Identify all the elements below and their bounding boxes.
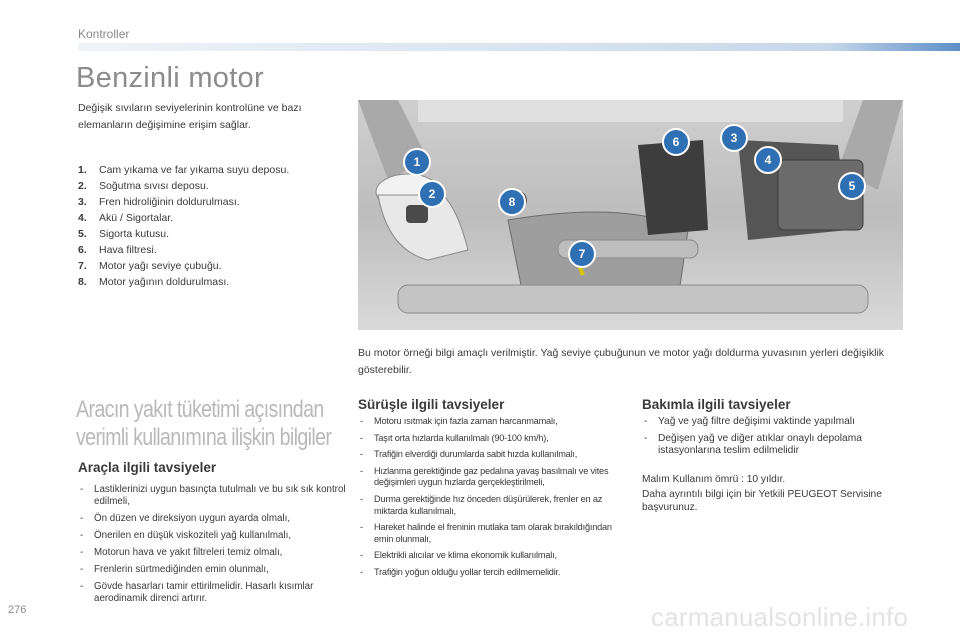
callout-8: 8 bbox=[498, 188, 526, 216]
item-text: Hava filtresi. bbox=[99, 244, 157, 256]
callout-5: 5 bbox=[838, 172, 866, 200]
item-number: 7. bbox=[78, 260, 87, 272]
item-number: 3. bbox=[78, 196, 87, 208]
list-item: - Trafiğin elverdiği durumlarda sabit hızda kullanılmalı, bbox=[358, 449, 628, 461]
item-text: Akü / Sigortalar. bbox=[99, 212, 174, 224]
item-number: 6. bbox=[78, 244, 87, 256]
list-item: - Hızlanma gerektiğinde gaz pedalına yavaş basılmalı ve vites değişimleri uygun hızlarda gerçekleştirilmeli, bbox=[358, 466, 628, 489]
item-text: Sigorta kutusu. bbox=[99, 228, 170, 240]
callout-3: 3 bbox=[720, 124, 748, 152]
heading-line: verimli kullanımına ilişkin bilgiler bbox=[76, 424, 332, 451]
driving-tips-heading: Sürüşle ilgili tavsiyeler bbox=[358, 397, 505, 412]
list-item: - Önerilen en düşük viskoziteli yağ kullanılmalı, bbox=[78, 530, 353, 542]
watermark: carmanualsonline.info bbox=[651, 602, 909, 632]
item-number: 2. bbox=[78, 180, 87, 192]
list-item bbox=[78, 178, 348, 194]
section-label: Kontroller bbox=[78, 27, 130, 41]
list-item bbox=[78, 274, 348, 290]
list-item bbox=[78, 226, 348, 242]
list-item bbox=[78, 258, 348, 274]
list-item bbox=[78, 210, 348, 226]
callout-6: 6 bbox=[662, 128, 690, 156]
service-contact-text: Daha ayrıntılı bilgi için bir Yetkili PEUGEOT Servisine başvurunuz. bbox=[642, 489, 882, 513]
item-text: Motor yağı seviye çubuğu. bbox=[99, 260, 222, 272]
list-item bbox=[78, 162, 348, 178]
item-text: Soğutma sıvısı deposu. bbox=[99, 180, 209, 192]
list-item: - Durma gerektiğinde hız önceden düşürülerek, frenler en az miktarda kullanılmalı, bbox=[358, 494, 628, 517]
maintenance-tips-heading: Bakımla ilgili tavsiyeler bbox=[642, 397, 791, 412]
list-item: - Gövde hasarları tamir ettirilmelidir. Hasarlı kısımlar aerodinamik direnci artırır. bbox=[78, 581, 353, 605]
list-item: - Yağ ve yağ filtre değişimi vaktinde yapılmalı bbox=[642, 416, 912, 429]
item-number: 4. bbox=[78, 212, 87, 224]
callout-1: 1 bbox=[403, 148, 431, 176]
list-item: - Taşıt orta hızlarda kullanılmalı (90-100 km/h), bbox=[358, 433, 628, 445]
list-item: - Değişen yağ ve diğer atıklar onaylı depolama istasyonlarına teslim edilmelidir bbox=[642, 433, 912, 458]
list-item: - Motoru ısıtmak için fazla zaman harcanmamalı, bbox=[358, 416, 628, 428]
item-text: Cam yıkama ve far yıkama suyu deposu. bbox=[99, 164, 290, 176]
list-item: - Motorun hava ve yakıt filtreleri temiz olmalı, bbox=[78, 547, 353, 559]
item-text: Fren hidroliğinin doldurulması. bbox=[99, 196, 240, 208]
item-text: Motor yağının doldurulması. bbox=[99, 276, 230, 288]
intro-text: Değişik sıvıların seviyelerinin kontrolüne ve bazı elemanların değişimine erişim sağlar. bbox=[78, 102, 302, 131]
list-item: - Frenlerin sürtmediğinden emin olunmalı, bbox=[78, 564, 353, 576]
vehicle-tips-heading: Araçla ilgili tavsiyeler bbox=[78, 460, 217, 475]
list-item bbox=[78, 242, 348, 258]
heading-line: Aracın yakıt tüketimi açısından bbox=[76, 396, 324, 423]
list-item: - Hareket halinde el freninin mutlaka tam olarak bırakıldığından emin olunmalı, bbox=[358, 522, 628, 545]
driving-tips-list bbox=[358, 416, 628, 584]
maintenance-tips-list bbox=[642, 416, 912, 462]
item-number: 5. bbox=[78, 228, 87, 240]
header-rule bbox=[78, 43, 960, 51]
page-number: 276 bbox=[8, 604, 27, 616]
list-item: - Trafiğin yoğun olduğu yollar tercih edilmemelidir. bbox=[358, 567, 628, 579]
item-number: 1. bbox=[78, 164, 87, 176]
page-title: Benzinli motor bbox=[76, 62, 264, 94]
list-item bbox=[78, 194, 348, 210]
fuel-efficiency-heading bbox=[76, 396, 332, 452]
vehicle-tips-list bbox=[78, 484, 353, 610]
callout-7: 7 bbox=[568, 240, 596, 268]
item-number: 8. bbox=[78, 276, 87, 288]
callout-4: 4 bbox=[754, 146, 782, 174]
component-list bbox=[78, 162, 348, 290]
engine-bay-photo bbox=[358, 100, 903, 330]
list-item: - Elektrikli alıcılar ve klima ekonomik kullanılmalı, bbox=[358, 550, 628, 562]
list-item: - Lastiklerinizi uygun basınçta tutulmalı ve bu sık sık kontrol edilmeli, bbox=[78, 484, 353, 508]
list-item: - Ön düzen ve direksiyon uygun ayarda olmalı, bbox=[78, 513, 353, 525]
photo-caption: Bu motor örneği bilgi amaçlı verilmiştir. Yağ seviye çubuğunun ve motor yağı doldurma yuvasının yerleri değişiklik gösterebilir. bbox=[358, 347, 885, 376]
callout-2: 2 bbox=[418, 180, 446, 208]
service-life-text: Malım Kullanım ömrü : 10 yıldır. bbox=[642, 474, 786, 485]
